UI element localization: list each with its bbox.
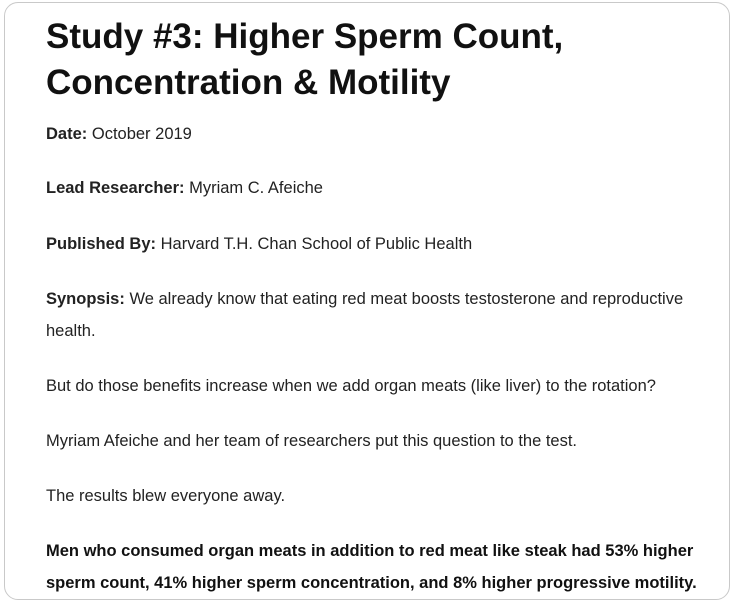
- synopsis-text: We already know that eating red meat boosts testosterone and reproductive health.: [46, 290, 684, 340]
- title-line-2: Concentration & Motility: [46, 63, 451, 102]
- article-title: [46, 14, 706, 106]
- date-label: Date:: [46, 125, 88, 143]
- finding-paragraph: Men who consumed organ meats in addition to red meat like steak had 53% higher sperm count, 41% higher sperm concentration, and 8% higher progressive motility.: [46, 542, 697, 592]
- question-paragraph: But do those benefits increase when we add organ meats (like liver) to the rotation?: [46, 377, 656, 395]
- publisher-row: [46, 228, 716, 260]
- publisher-label: Published By:: [46, 235, 157, 253]
- results-paragraph: The results blew everyone away.: [46, 487, 286, 505]
- researcher-label: Lead Researcher:: [46, 179, 185, 197]
- team-paragraph: Myriam Afeiche and her team of researchers put this question to the test.: [46, 432, 578, 450]
- synopsis-paragraph: [46, 283, 716, 347]
- publisher-value: Harvard T.H. Chan School of Public Health: [160, 235, 473, 253]
- synopsis-label: Synopsis:: [46, 290, 125, 308]
- researcher-row: [46, 172, 716, 204]
- date-value: October 2019: [91, 125, 192, 143]
- date-row: [46, 118, 716, 150]
- researcher-value: Myriam C. Afeiche: [189, 179, 323, 197]
- title-line-1: Study #3: Higher Sperm Count,: [46, 17, 564, 56]
